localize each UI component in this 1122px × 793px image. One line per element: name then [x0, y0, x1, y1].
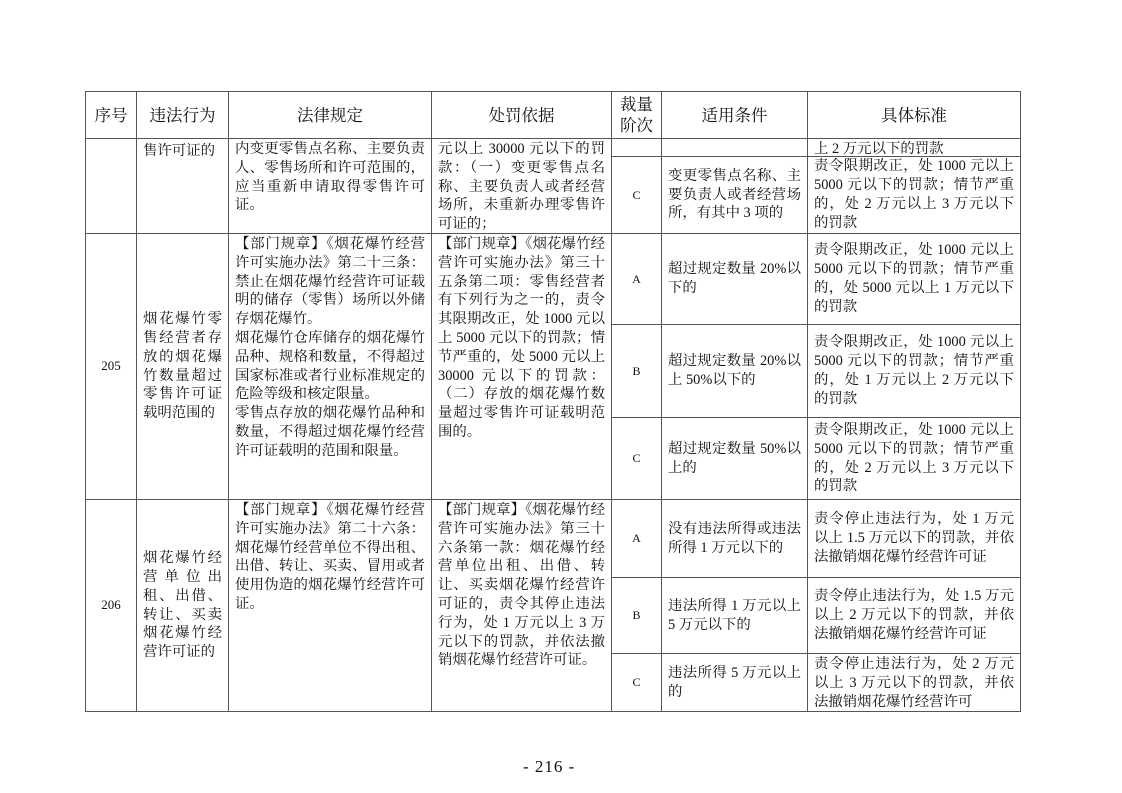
standard-cell: [808, 418, 1021, 500]
level-cell: C: [612, 654, 662, 712]
law-paragraph: 零售点存放的烟花爆竹品种和数量，不得超过烟花爆竹经营许可证载明的范围和限量。: [235, 405, 425, 459]
condition-cell: [662, 234, 808, 325]
law-paragraph: 【部门规章】《烟花爆竹经营许可实施办法》第二十六条：烟花爆竹经营单位不得出租、出借、转让、买卖、冒用或者使用伪造的烟花爆竹经营许可证。: [235, 502, 425, 612]
standard-text: 上 2 万元以下的罚款: [814, 141, 944, 157]
level-cell: C: [612, 157, 662, 234]
level-cell: [612, 139, 662, 157]
standard-text: 责令限期改正，处 1000 元以上 5000 元以下的罚款；情节严重的，处 5000 元以上 1 万元以下的罚款: [814, 242, 1014, 315]
basis-text: 元以上 30000 元以下的罚款：（一）变更零售点名称、主要负责人或者经营场所，未重新办理零售许可证的；: [438, 141, 605, 233]
basis-cell: [432, 234, 612, 500]
level-cell: C: [612, 418, 662, 500]
condition-cell: [662, 325, 808, 418]
standard-cell: [808, 500, 1021, 578]
penalty-table: [85, 91, 1021, 712]
condition-text: 没有违法所得或违法所得 1 万元以下的: [668, 520, 801, 556]
basis-text: 【部门规章】《烟花爆竹经营许可实施办法》第三十五条第二项：零售经营者有下列行为之一的，责令其限期改正，处 1000 元以上 5000 元以下的罚款；情节严重的，处 5000 元以上 30000 元以下的罚款：（二）存放的烟花爆竹数量超过零售许可证载明范围的。: [438, 236, 605, 440]
level-cell: B: [612, 325, 662, 418]
standard-cell: [808, 139, 1021, 157]
standard-cell: [808, 234, 1021, 325]
standard-text: 责令限期改正，处 1000 元以上 5000 元以下的罚款；情节严重的，处 2 万元以上 3 万元以下的罚款: [814, 421, 1014, 495]
standard-text: 责令停止违法行为，处 2 万元以上 3 万元以下的罚款，并依法撤销烟花爆竹经营许可: [814, 656, 1014, 710]
basis-cell: [432, 500, 612, 712]
standard-text: 责令停止违法行为，处 1 万元以上 1.5 万元以下的罚款，并依法撤销烟花爆竹经营许可证: [814, 511, 1014, 565]
condition-text: 超过规定数量 20%以下的: [668, 261, 801, 296]
condition-cell: [662, 578, 808, 654]
header-seq: 序号: [86, 92, 137, 139]
violation-cell: [137, 500, 229, 712]
standard-text: 责令限期改正，处 1000 元以上 5000 元以下的罚款；情节严重的，处 1 万元以上 2 万元以下的罚款: [814, 334, 1014, 407]
standard-cell: [808, 157, 1021, 234]
standard-cell: [808, 325, 1021, 418]
level-cell: A: [612, 500, 662, 578]
law-cell: [229, 139, 432, 234]
violation-text: 烟花爆竹经营单位出租、出借、转让、买卖烟花爆竹经营许可证的: [143, 550, 222, 661]
law-cell: [229, 234, 432, 500]
law-text: 内变更零售点名称、主要负责人、零售场所和许可范围的，应当重新申请取得零售许可证。: [235, 141, 425, 214]
page-number: - 216 -: [523, 757, 576, 776]
standard-cell: [808, 578, 1021, 654]
violation-cell: [137, 234, 229, 500]
violation-text: 售许可证的: [143, 143, 215, 159]
seq-cell: 205: [86, 234, 137, 500]
condition-text: 违法所得 1 万元以上 5 万元以下的: [668, 597, 801, 633]
header-standard: 具体标准: [808, 92, 1021, 139]
standard-cell: [808, 654, 1021, 712]
standard-text: 责令限期改正，处 1000 元以上 5000 元以下的罚款；情节严重的，处 2 万元以上 3 万元以下的罚款: [814, 158, 1014, 231]
seq-cell: 206: [86, 500, 137, 712]
header-level: 裁量阶次: [612, 92, 662, 139]
law-paragraph: 烟花爆竹仓库储存的烟花爆竹品种、规格和数量，不得超过国家标准或者行业标准规定的危险等级和核定限量。: [235, 329, 425, 403]
basis-text: 【部门规章】《烟花爆竹经营许可实施办法》第三十六条第一款：烟花爆竹经营单位出租、出借、转让、买卖烟花爆竹经营许可证的，责令其停止违法行为，处 1 万元以上 3 万元以下的罚款，并依法撤销烟花爆竹经营许可证。: [438, 502, 605, 669]
law-cell: [229, 500, 432, 712]
condition-cell: [662, 157, 808, 234]
law-paragraph: 【部门规章】《烟花爆竹经营许可实施办法》第二十三条：禁止在烟花爆竹经营许可证载明的储存（零售）场所以外储存烟花爆竹。: [235, 236, 425, 328]
condition-cell: [662, 500, 808, 578]
basis-cell: [432, 139, 612, 234]
level-cell: A: [612, 234, 662, 325]
level-cell: B: [612, 578, 662, 654]
condition-text: 超过规定数量 20%以上 50%以下的: [668, 353, 801, 388]
condition-text: 变更零售点名称、主要负责人或者经营场所，有其中 3 项的: [668, 167, 801, 222]
condition-cell: [662, 139, 808, 157]
condition-text: 违法所得 5 万元以上的: [668, 664, 801, 700]
header-law: 法律规定: [229, 92, 432, 139]
header-basis: 处罚依据: [432, 92, 612, 139]
header-condition: 适用条件: [662, 92, 808, 139]
seq-cell: [86, 139, 137, 234]
condition-cell: [662, 418, 808, 500]
condition-cell: [662, 654, 808, 712]
header-violation: 违法行为: [137, 92, 229, 139]
condition-text: 超过规定数量 50%以上的: [668, 440, 801, 476]
standard-text: 责令停止违法行为，处 1.5 万元以上 2 万元以下的罚款，并依法撤销烟花爆竹经营许可证: [814, 588, 1014, 642]
violation-text: 烟花爆竹零售经营者存放的烟花爆竹数量超过零售许可证载明范围的: [143, 311, 222, 422]
violation-cell: [137, 139, 229, 234]
